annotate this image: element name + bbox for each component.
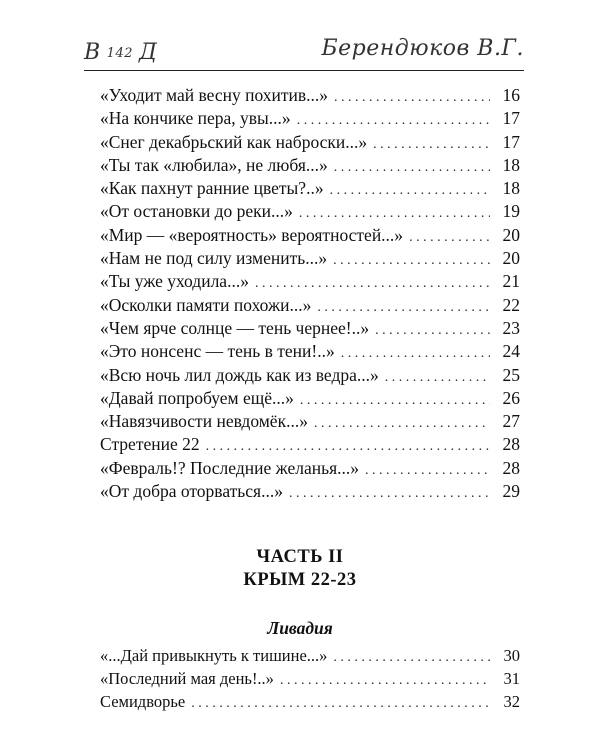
toc-leader-dots	[334, 86, 490, 109]
toc-entry	[100, 340, 520, 363]
toc-entry	[100, 270, 520, 293]
toc-entry-page: 28	[502, 457, 520, 478]
part-label: ЧАСТЬ II	[256, 547, 344, 567]
toc-entry-page: 18	[502, 178, 520, 199]
toc-entry-page: 28	[502, 434, 520, 455]
toc-entry-page: 23	[502, 317, 520, 338]
page-header	[84, 22, 524, 72]
toc-entry-title: «Уходит май весну похитив...»	[100, 85, 329, 105]
toc-entry-page: 21	[502, 271, 520, 292]
toc-entry	[100, 317, 520, 340]
toc-entry-title: «Нам не под силу изменить...»	[100, 248, 328, 269]
toc-entry	[100, 131, 520, 154]
toc-entry-title: «Последний мая день!..»	[100, 669, 274, 688]
toc-entry-title: «Как пахнут ранние цветы?..»	[100, 178, 324, 199]
toc-leader-dots	[341, 342, 490, 365]
toc-entry	[100, 364, 520, 387]
toc-entry-title: «Ты так «любила», не любя...»	[100, 154, 328, 175]
toc-leader-dots	[299, 202, 490, 225]
toc-entry-title: «Ты уже уходила...»	[100, 271, 249, 292]
toc-leader-dots	[314, 412, 490, 435]
toc-leader-dots	[317, 296, 490, 319]
toc-entry-page: 32	[503, 692, 520, 711]
toc-entry-title: «...Дай привыкнуть к тишине...»	[100, 646, 328, 665]
toc-leader-dots	[385, 366, 490, 389]
toc-entry-page: 17	[502, 108, 520, 129]
toc-list-part2	[100, 644, 520, 713]
toc-entry	[100, 480, 520, 503]
toc-entry	[100, 457, 520, 480]
toc-entry-title: «Всю ночь лил дождь как из ведра...»	[100, 364, 379, 385]
toc-entry	[100, 224, 520, 247]
toc-entry-title: «Мир — «вероятность» вероятностей...»	[100, 224, 404, 245]
toc-entry	[100, 410, 520, 433]
toc-leader-dots	[330, 179, 490, 202]
toc-entry-page: 18	[502, 154, 520, 175]
toc-entry	[100, 200, 520, 223]
toc-entry	[100, 154, 520, 177]
header-letter-right: Д	[139, 40, 158, 65]
toc-entry-title: «Осколки памяти похожи...»	[100, 294, 312, 315]
toc-entry	[100, 433, 520, 456]
toc-entry-page: 25	[502, 364, 520, 385]
toc-leader-dots	[333, 646, 490, 669]
toc-leader-dots	[206, 435, 490, 458]
toc-entry-title: «На кончике пера, увы...»	[100, 108, 291, 129]
toc-entry	[100, 387, 520, 410]
toc-list-part1	[100, 84, 520, 503]
toc-entry-title: «Навязчивости невдомёк...»	[100, 411, 308, 432]
toc-entry-page: 30	[503, 646, 520, 665]
toc-entry-page: 20	[502, 248, 520, 269]
toc-entry-page: 27	[502, 411, 520, 432]
toc-entry-page: 26	[502, 387, 520, 408]
toc-leader-dots	[334, 156, 490, 179]
toc-entry	[100, 690, 520, 713]
toc-entry-title: «Февраль!? Последние желанья...»	[100, 457, 359, 478]
toc-entry-page: 24	[502, 341, 520, 362]
toc-leader-dots	[289, 482, 490, 505]
toc-entry	[100, 177, 520, 200]
toc-leader-dots	[373, 133, 490, 156]
toc-entry	[100, 294, 520, 317]
author-name: Берендюков В.Г.	[321, 36, 524, 61]
toc-leader-dots	[375, 319, 490, 342]
toc-leader-dots	[191, 692, 490, 715]
page-number: 142	[106, 45, 133, 61]
toc-leader-dots	[365, 459, 490, 482]
header-letter-left: В	[84, 40, 101, 65]
toc-leader-dots	[297, 109, 490, 132]
toc-entry-title: Стретение 22	[100, 434, 200, 455]
toc-entry-page: 20	[502, 224, 520, 245]
part-title: КРЫМ 22-23	[243, 570, 357, 590]
toc-entry-title: «Снег декабрьский как наброски...»	[100, 131, 368, 152]
toc-entry-page: 29	[502, 481, 520, 502]
toc-leader-dots	[255, 272, 490, 295]
toc-entry-page: 22	[502, 294, 520, 315]
toc-entry-page: 31	[503, 669, 520, 688]
toc-entry-page: 17	[502, 131, 520, 152]
toc-entry	[100, 644, 520, 667]
toc-entry	[100, 84, 520, 107]
toc-entry-title: «Давай попробуем ещё...»	[100, 387, 294, 408]
toc-leader-dots	[409, 226, 490, 249]
toc-entry-title: «От остановки до реки...»	[100, 201, 293, 222]
toc-entry-title: «От добра оторваться...»	[100, 481, 283, 502]
toc-entry	[100, 667, 520, 690]
toc-leader-dots	[280, 669, 490, 692]
toc-entry-title: «Чем ярче солнце — тень чернее!..»	[100, 317, 370, 338]
toc-entry-title: «Это нонсенс — тень в тени!..»	[100, 341, 335, 362]
toc-leader-dots	[333, 249, 490, 272]
section-title: Ливадия	[267, 618, 333, 638]
toc-entry	[100, 107, 520, 130]
header-divider	[84, 70, 524, 71]
toc-leader-dots	[300, 389, 490, 412]
header-page-number-ornament	[84, 40, 157, 65]
toc-entry-page: 16	[502, 85, 520, 105]
toc-entry-page: 19	[502, 201, 520, 222]
toc-entry-title: Семидворье	[100, 692, 186, 711]
toc-entry	[100, 247, 520, 270]
